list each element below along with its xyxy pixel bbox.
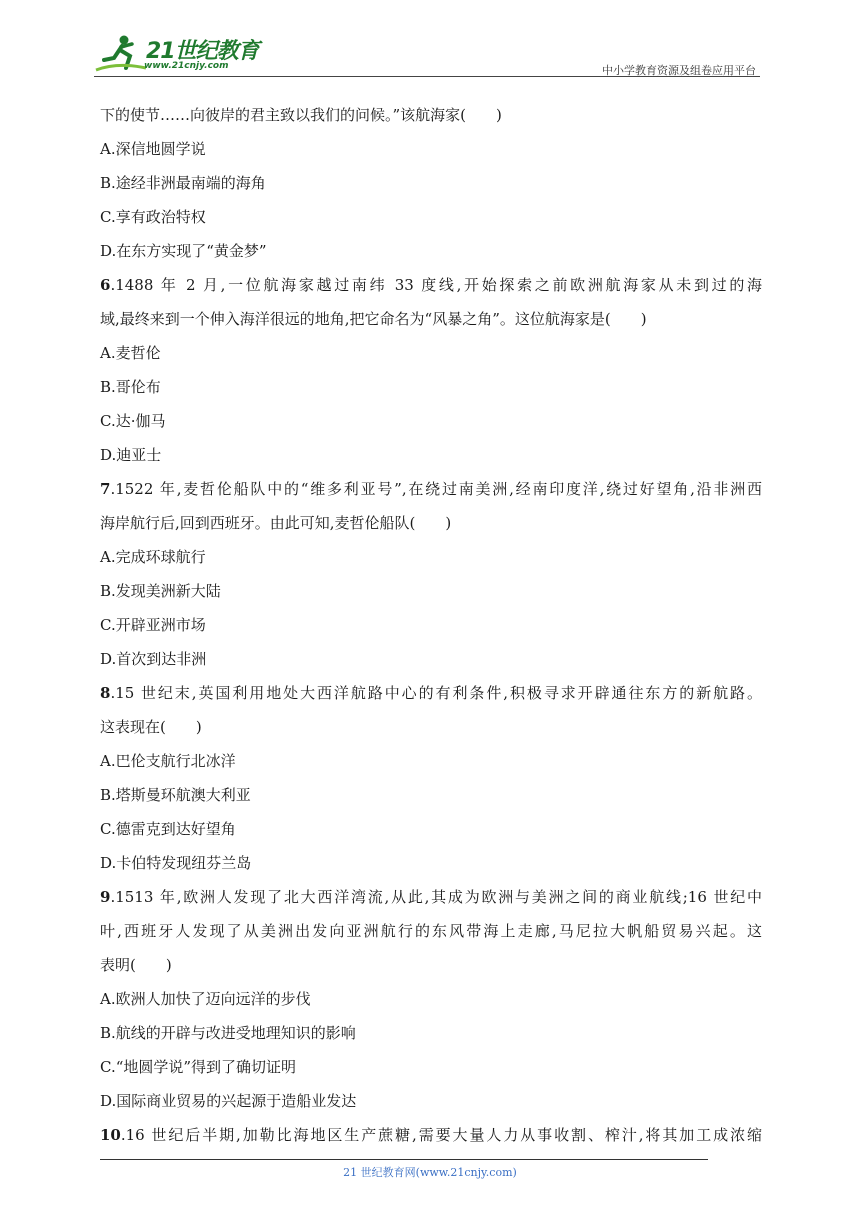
q10-number: 10 [100, 1126, 121, 1144]
q6-number: 6 [100, 276, 111, 294]
q7-stem-line-2: 海岸航行后,回到西班牙。由此可知,麦哲伦船队( ) [100, 514, 452, 532]
q9-option-a: A.欧洲人加快了迈向远洋的步伐 [100, 990, 311, 1008]
q6-option-c: C.达·伽马 [100, 412, 166, 430]
q9-option-c: C.“地圆学说”得到了确切证明 [100, 1058, 297, 1076]
q8-number: 8 [100, 684, 111, 702]
q9-stem-line-3: 表明( ) [100, 956, 172, 974]
q9-option-d: D.国际商业贸易的兴起源于造船业发达 [100, 1092, 357, 1110]
q6-option-d: D.迪亚士 [100, 446, 162, 464]
q8-stem-line-2: 这表现在( ) [100, 718, 202, 736]
q7-option-c: C.开辟亚洲市场 [100, 616, 206, 634]
q9-option-b: B.航线的开辟与改进受地理知识的影响 [100, 1024, 356, 1042]
q6-stem-line-1: 6.1488 年 2 月,一位航海家越过南纬 33 度线,开始探索之前欧洲航海家从未到过的海 [100, 276, 762, 294]
q6-option-b: B.哥伦布 [100, 378, 161, 396]
q9-stem-line-1: 9.1513 年,欧洲人发现了北大西洋湾流,从此,其成为欧洲与美洲之间的商业航线;16 世纪中 [100, 888, 762, 906]
q6-stem-line-2: 域,最终来到一个伸入海洋很远的地角,把它命名为“风暴之角”。这位航海家是( ) [100, 310, 647, 328]
q8-option-d: D.卡伯特发现纽芬兰岛 [100, 854, 252, 872]
site-logo [94, 34, 264, 74]
q9-number: 9 [100, 888, 111, 906]
q7-option-d: D.首次到达非洲 [100, 650, 207, 668]
q5-option-d: D.在东方实现了“黄金梦” [100, 242, 267, 260]
q5-option-a: A.深信地圆学说 [100, 140, 206, 158]
q7-stem-line-1: 7.1522 年,麦哲伦船队中的“维多利亚号”,在绕过南美洲,经南印度洋,绕过好望角,沿非洲西 [100, 480, 762, 498]
q7-option-a: A.完成环球航行 [100, 548, 206, 566]
q8-stem-line-1: 8.15 世纪末,英国利用地处大西洋航路中心的有利条件,积极寻求开辟通往东方的新航路。 [100, 684, 762, 702]
logo-text: 21世纪教育 [146, 39, 259, 64]
q8-option-c: C.德雷克到达好望角 [100, 820, 236, 838]
q7-number: 7 [100, 480, 111, 498]
page-footer: 21 世纪教育网(www.21cnjy.com) [343, 1166, 517, 1179]
q8-option-a: A.巴伦支航行北冰洋 [100, 752, 236, 770]
logo-url: www.21cnjy.com [144, 61, 229, 71]
q5-stem: 下的使节……向彼岸的君主致以我们的问候。”该航海家( ) [100, 106, 502, 124]
q7-option-b: B.发现美洲新大陆 [100, 582, 221, 600]
q5-option-b: B.途经非洲最南端的海角 [100, 174, 266, 192]
footer-divider [100, 1159, 708, 1160]
q10-stem-line-1: 10.16 世纪后半期,加勒比海地区生产蔗糖,需要大量人力从事收割、榨汁,将其加工成浓缩 [100, 1126, 762, 1144]
q6-option-a: A.麦哲伦 [100, 344, 161, 362]
platform-title: 中小学教育资源及组卷应用平台 [602, 64, 756, 77]
question-list [100, 101, 762, 1155]
runner-logo-icon [94, 34, 150, 74]
q5-option-c: C.享有政治特权 [100, 208, 206, 226]
q9-stem-line-2: 叶,西班牙人发现了从美洲出发向亚洲航行的东风带海上走廊,马尼拉大帆船贸易兴起。这 [100, 922, 762, 940]
header-divider [94, 76, 760, 77]
page-header [94, 30, 760, 78]
q8-option-b: B.塔斯曼环航澳大利亚 [100, 786, 251, 804]
